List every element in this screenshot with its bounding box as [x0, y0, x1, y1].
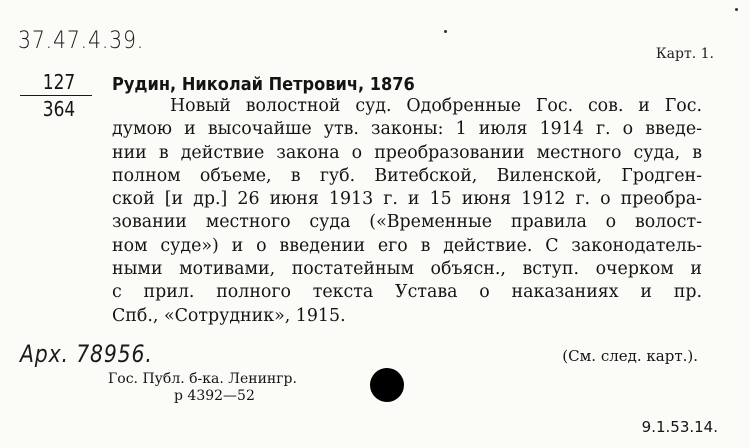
- description-line: Новый волостной суд. Одобренные Гос. сов. и Гос.: [170, 96, 702, 116]
- punch-hole: [370, 368, 404, 402]
- description-line: с прил. полного текста Устава о наказаниях и пр.: [112, 282, 702, 303]
- bibliographic-description: [112, 95, 702, 328]
- speck: [444, 30, 447, 33]
- shelf-mark-bottom: 364: [42, 97, 76, 121]
- shelf-mark-divider: [20, 95, 92, 96]
- acquisition-note: Арх. 78956.: [20, 340, 153, 368]
- bottom-number: 9.1.53.14.: [641, 418, 718, 436]
- description-line: нии в действие закона о преобразовании местного суда, в: [112, 142, 702, 163]
- shelf-mark-top: 127: [42, 70, 76, 94]
- description-line: зовании местного суда («Временные правила о волост-: [112, 212, 702, 233]
- card-number: Карт. 1.: [655, 46, 714, 62]
- library-stamp: [108, 371, 297, 405]
- description-line: полном объеме, в губ. Витебской, Виленской, Гродген-: [112, 165, 702, 186]
- description-line: думою и высочайше утв. законы: 1 июля 1914 г. о введе-: [112, 119, 702, 140]
- description-line: ской [и др.] 26 июня 1913 г. и 15 июня 1912 г. о преобра-: [112, 189, 702, 210]
- see-next-card: (См. след. карт.).: [562, 347, 698, 365]
- call-number: 37.47.4.39.: [18, 26, 145, 54]
- speck: [735, 8, 738, 11]
- description-line: ными мотивами, постатейным объясн., вступ. очерком и: [112, 259, 702, 280]
- library-code: р 4392—52: [174, 388, 255, 404]
- description-line: Спб., «Сотрудник», 1915.: [112, 305, 346, 326]
- library-name: Гос. Публ. б-ка. Ленингр.: [108, 371, 297, 387]
- shelf-mark: [18, 70, 100, 121]
- author-heading: Рудин, Николай Петрович, 1876: [112, 74, 415, 95]
- description-line: ном суде») и о введении его в действие. С законодатель-: [112, 235, 702, 256]
